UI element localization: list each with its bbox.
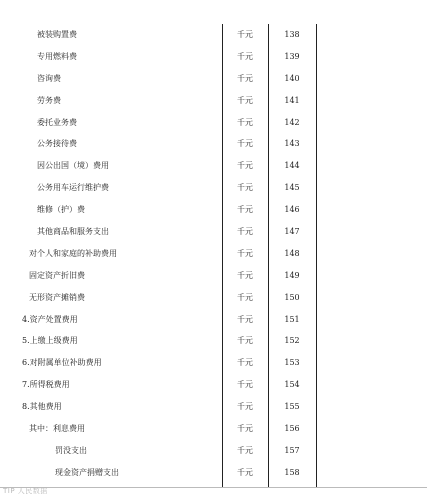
row-item-name: 5.上缴上级费用 <box>22 336 78 346</box>
row-item-name: 4.资产处置费用 <box>22 314 78 324</box>
table-row <box>0 24 427 46</box>
table-row <box>0 155 427 177</box>
row-code: 141 <box>284 95 300 105</box>
row-item-name: 罚没支出 <box>55 445 87 455</box>
row-unit: 千元 <box>237 205 253 215</box>
table-row <box>0 462 427 484</box>
table-row <box>0 418 427 440</box>
row-item-name: 劳务费 <box>37 95 61 105</box>
row-code: 143 <box>284 139 300 149</box>
row-unit: 千元 <box>237 380 253 390</box>
row-code: 153 <box>284 358 300 368</box>
table-row <box>0 243 427 265</box>
row-code: 158 <box>284 467 300 477</box>
row-item-name: 公务用车运行维护费 <box>37 183 109 193</box>
table-row <box>0 352 427 374</box>
row-code: 155 <box>284 402 300 412</box>
row-unit: 千元 <box>237 314 253 324</box>
row-item-name: 其中：利息费用 <box>29 424 85 434</box>
row-item-name: 8.其他费用 <box>22 402 62 412</box>
row-item-name: 公务接待费 <box>37 139 77 149</box>
row-unit: 千元 <box>237 402 253 412</box>
row-code: 145 <box>284 183 300 193</box>
table-row <box>0 265 427 287</box>
table-row <box>0 133 427 155</box>
row-code: 149 <box>284 270 300 280</box>
row-item-name: 现金资产捐赠支出 <box>55 467 119 477</box>
row-unit: 千元 <box>237 292 253 302</box>
row-unit: 千元 <box>237 445 253 455</box>
row-unit: 千元 <box>237 358 253 368</box>
row-item-name: 委托业务费 <box>37 117 77 127</box>
row-code: 138 <box>284 30 300 39</box>
bottom-border <box>0 487 427 488</box>
row-code: 142 <box>284 117 300 127</box>
row-unit: 千元 <box>237 95 253 105</box>
row-code: 157 <box>284 445 300 455</box>
row-item-name: 其他商品和服务支出 <box>37 227 109 237</box>
row-code: 150 <box>284 292 300 302</box>
table-row <box>0 46 427 68</box>
row-unit: 千元 <box>237 30 253 39</box>
row-code: 148 <box>284 248 300 258</box>
row-unit: 千元 <box>237 424 253 434</box>
row-unit: 千元 <box>237 161 253 171</box>
row-code: 139 <box>284 51 300 61</box>
row-item-name: 6.对附属单位补助费用 <box>22 358 102 368</box>
row-code: 151 <box>284 314 300 324</box>
row-code: 146 <box>284 205 300 215</box>
row-unit: 千元 <box>237 227 253 237</box>
table-row <box>0 309 427 331</box>
row-code: 152 <box>284 336 300 346</box>
row-unit: 千元 <box>237 51 253 61</box>
row-item-name: 被装购置费 <box>37 30 77 39</box>
table-row <box>0 199 427 221</box>
row-unit: 千元 <box>237 117 253 127</box>
row-item-name: 固定资产折旧费 <box>29 270 85 280</box>
row-item-name: 7.所得税费用 <box>22 380 70 390</box>
row-item-name: 对个人和家庭的补助费用 <box>29 248 117 258</box>
row-item-name: 专用燃料费 <box>37 51 77 61</box>
table-row <box>0 177 427 199</box>
row-item-name: 维修（护）费 <box>37 205 85 215</box>
table-row <box>0 396 427 418</box>
row-unit: 千元 <box>237 336 253 346</box>
table-row <box>0 112 427 134</box>
row-item-name: 因公出国（境）费用 <box>37 161 109 171</box>
row-item-name: 咨询费 <box>37 73 61 83</box>
row-code: 140 <box>284 73 300 83</box>
row-unit: 千元 <box>237 248 253 258</box>
table-row <box>0 90 427 112</box>
row-code: 144 <box>284 161 300 171</box>
row-unit: 千元 <box>237 139 253 149</box>
table-row <box>0 374 427 396</box>
row-unit: 千元 <box>237 73 253 83</box>
expense-table <box>0 24 427 484</box>
row-code: 154 <box>284 380 300 390</box>
row-item-name: 无形资产摊销费 <box>29 292 85 302</box>
table-row <box>0 221 427 243</box>
table-row <box>0 330 427 352</box>
table-row <box>0 287 427 309</box>
row-unit: 千元 <box>237 270 253 280</box>
row-code: 156 <box>284 424 300 434</box>
table-row <box>0 68 427 90</box>
row-unit: 千元 <box>237 183 253 193</box>
watermark-logo: TIP 人民数据 <box>3 487 48 495</box>
row-unit: 千元 <box>237 467 253 477</box>
row-code: 147 <box>284 227 300 237</box>
table-row <box>0 440 427 462</box>
